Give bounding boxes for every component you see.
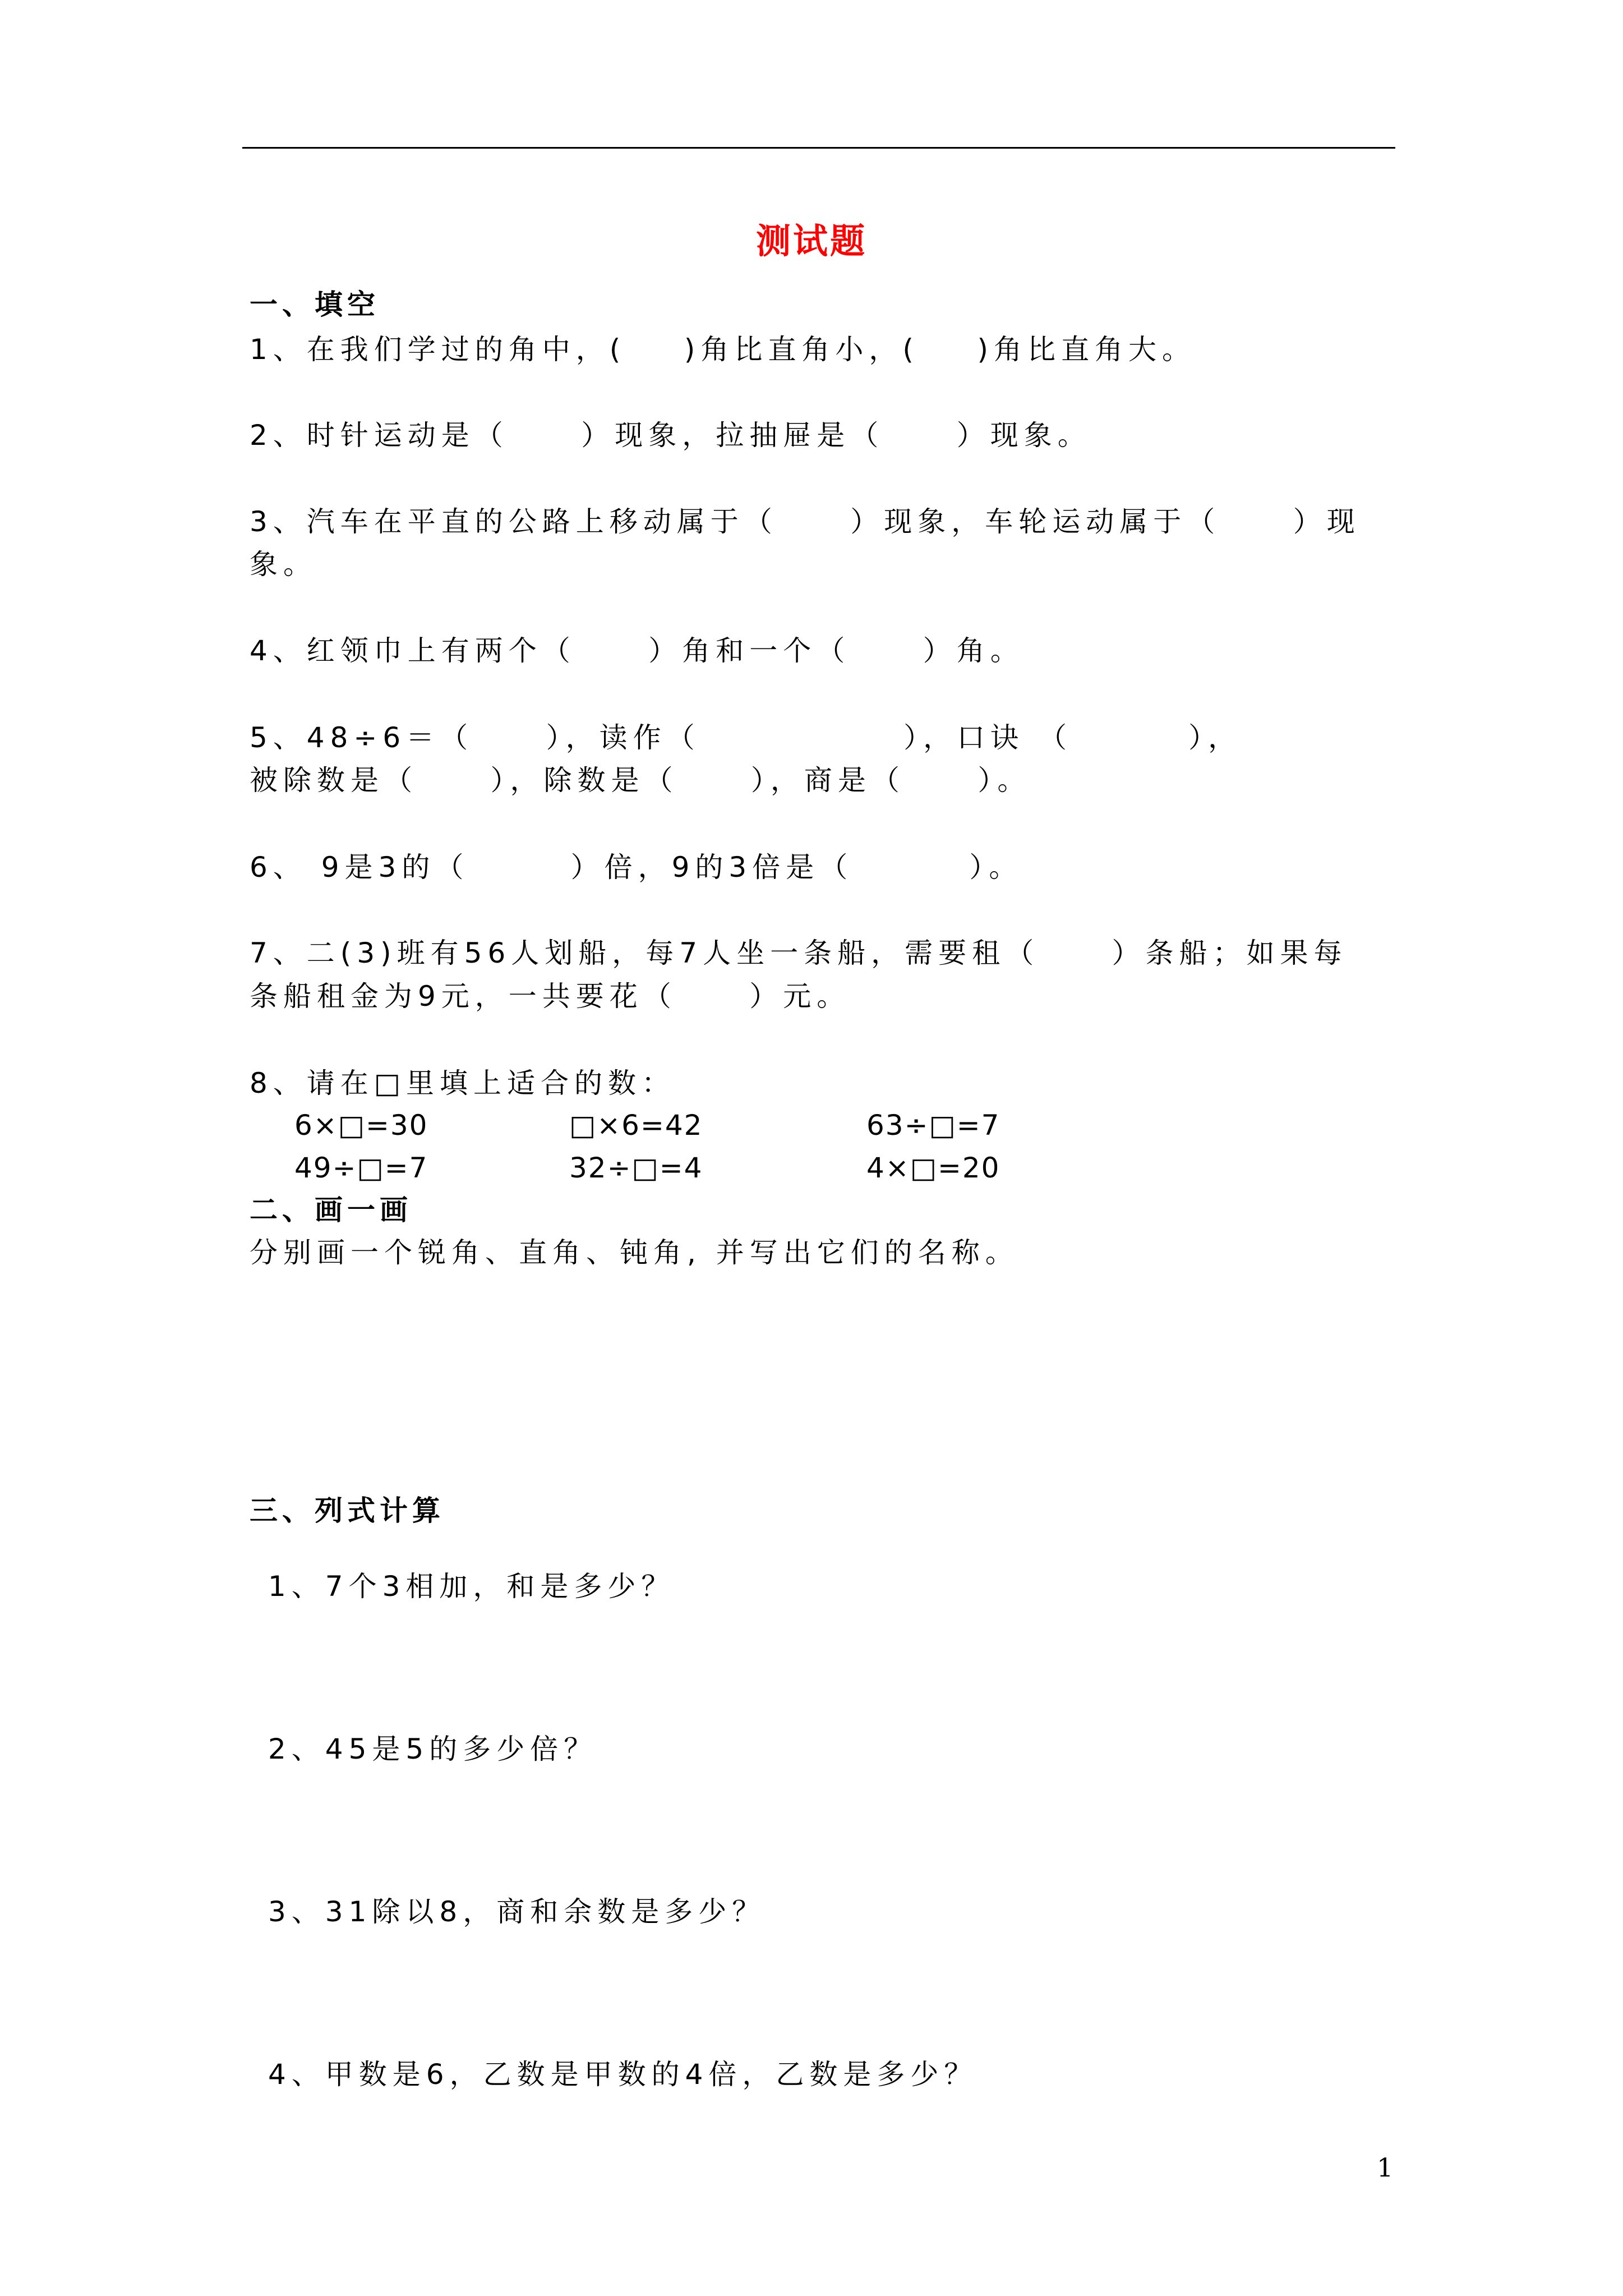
question-1-1: 1、在我们学过的角中，( )角比直角小，( )角比直角大。 [250, 333, 1196, 366]
equation-1: 6×□=30 [294, 1109, 428, 1142]
equation-4: 49÷□=7 [294, 1152, 428, 1184]
question-1-6: 6、 9是3的（ ）倍，9的3倍是（ ）。 [250, 851, 1023, 884]
question-1-4: 4、红领巾上有两个（ ）角和一个（ ）角。 [250, 634, 1024, 667]
section-2-instruction: 分别画一个锐角、直角、钝角, 并写出它们的名称。 [250, 1236, 1019, 1269]
equation-5: 32÷□=4 [569, 1152, 703, 1184]
question-1-8: 8、请在□里填上适合的数： [250, 1067, 676, 1099]
question-1-5-line-2: 被除数是（ ），除数是（ ），商是（ ）。 [250, 764, 1031, 797]
page-number: 1 [1377, 2152, 1394, 2183]
section-1-heading: 一、填空 [250, 288, 380, 321]
section-3-heading: 三、列式计算 [250, 1494, 445, 1527]
equation-3: 63÷□=7 [866, 1109, 1000, 1142]
question-1-7-line-1: 7、二(3)班有56人划船，每7人坐一条船，需要租（ ）条船；如果每 [250, 937, 1348, 969]
section-2-heading: 二、画一画 [250, 1194, 412, 1226]
question-1-3-line-1: 3、汽车在平直的公路上移动属于（ ）现象，车轮运动属于（ ）现 [250, 505, 1361, 538]
question-1-5-line-1: 5、48÷6＝（ ），读作（ ），口诀 （ ）， [250, 721, 1242, 754]
question-3-2: 2、45是5的多少倍？ [268, 1733, 598, 1765]
question-1-2: 2、时针运动是（ ）现象，拉抽屉是（ ）现象。 [250, 419, 1091, 452]
question-1-3-line-2: 象。 [250, 548, 317, 581]
header-rule [242, 147, 1395, 149]
page-title: 测试题 [755, 220, 867, 261]
equation-2: □×6=42 [569, 1109, 703, 1142]
question-1-7-line-2: 条船租金为9元，一共要花（ ）元。 [250, 980, 851, 1013]
question-3-1: 1、7个3相加，和是多少？ [268, 1570, 675, 1603]
question-3-4: 4、甲数是6，乙数是甲数的4倍，乙数是多少？ [268, 2058, 978, 2091]
question-3-3: 3、31除以8，商和余数是多少？ [268, 1895, 766, 1928]
equation-6: 4×□=20 [866, 1152, 1000, 1184]
